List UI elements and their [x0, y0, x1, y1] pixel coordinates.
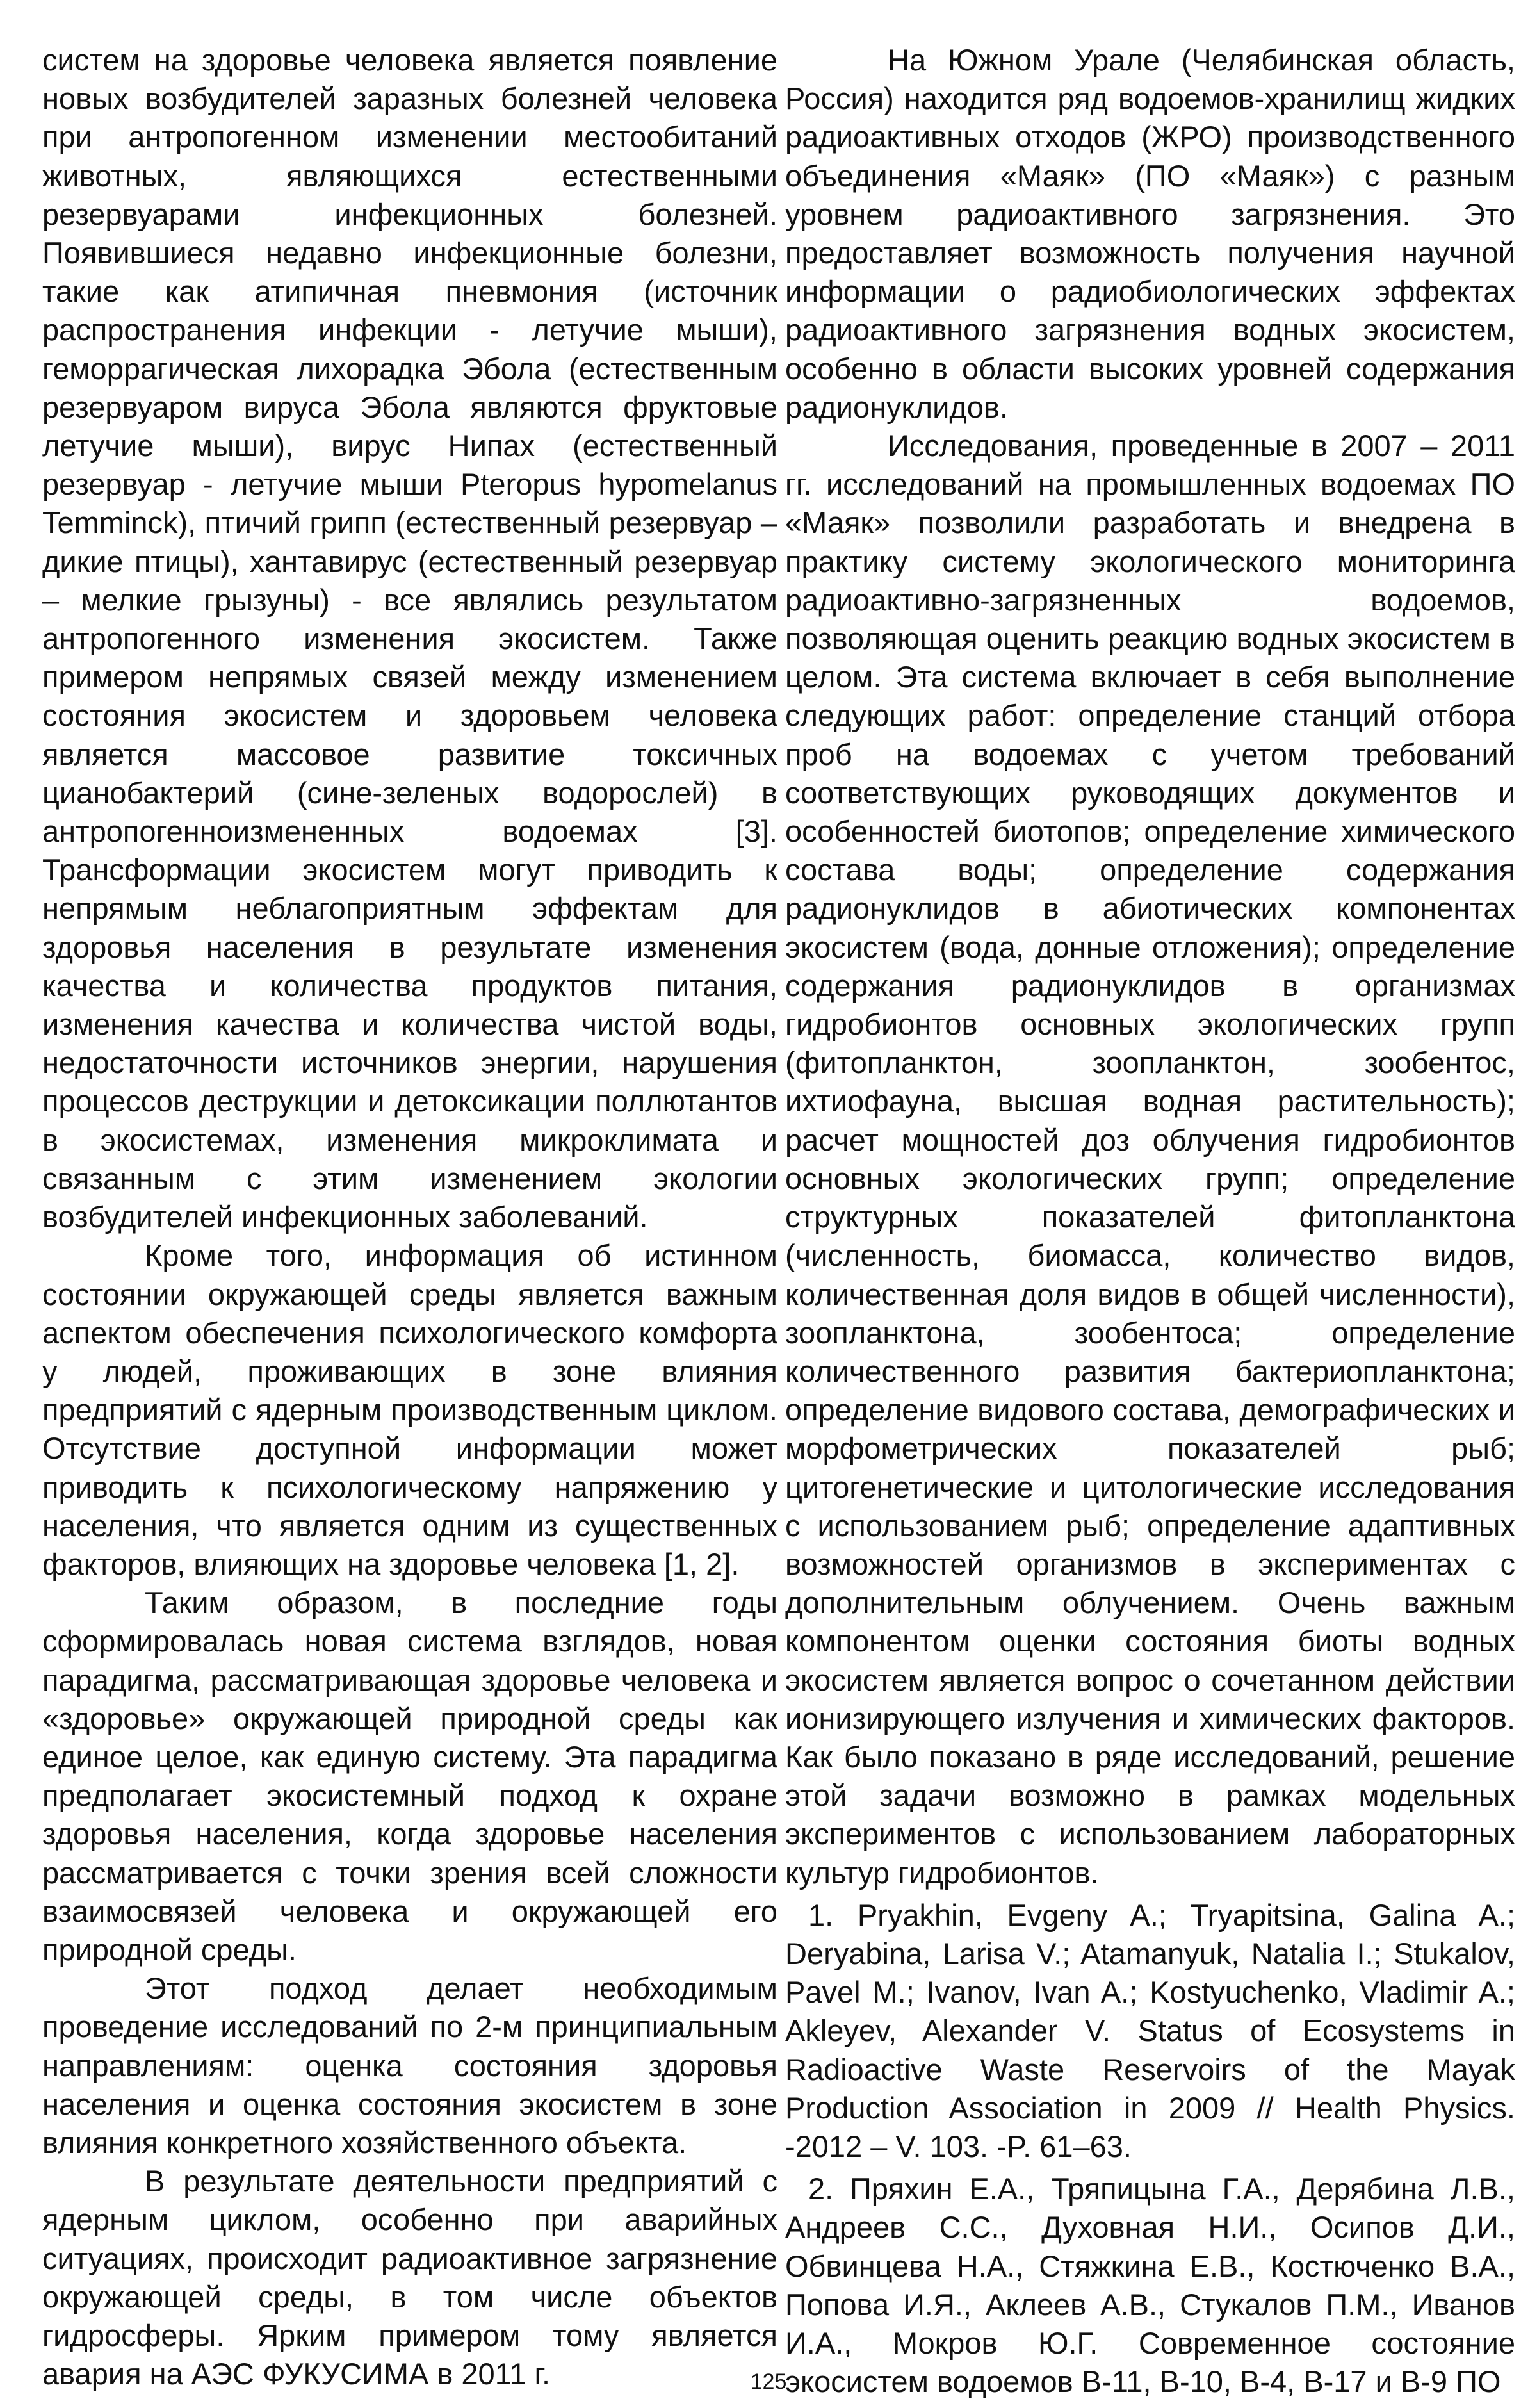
paragraph: Кроме того, информация об истинном состоянии окружающей среды является важным аспектом обеспечения психологического комфорта у людей, проживающих в зоне влияния предприятий с ядерным производственным циклом. Отсутствие доступной информации может приводить к психологическому напряжению у населения, что является одним из существенных факторов, влияющих на здоровье человека [1, 2].	[42, 1238, 777, 1581]
paragraph: На Южном Урале (Челябинская область, Россия) находится ряд водоемов-хранилищ жидких радиоактивных отходов (ЖРО) производственного объединения «Маяк» (ПО «Маяк») с разным уровнем радиоактивного загрязнения. Это предоставляет возможность получения научной информации о радиобиологических эффектах радиоактивного загрязнения водных экосистем, особенно в области высоких уровней содержания радионуклидов.	[785, 43, 1515, 424]
paragraph: Таким образом, в последние годы сформировалась новая система взглядов, новая парадигма, рассматривающая здоровье человека и «здоровье» окружающей природной среды как единое целое, как единую систему. Эта парадигма предполагает экосистемный подход к охране здоровья населения, когда здоровье населения рассматривается с точки зрения всей сложности взаимосвязей человека и окружающей его природной среды.	[42, 1585, 777, 1967]
paragraph: систем на здоровье человека является появление новых возбудителей заразных болезней человека при антропогенном изменении местообитаний животных, являющихся естественными резервуарами инфекционных болезней. Появившиеся недавно инфекционные болезни, такие как атипичная пневмония (источник распространения инфекции - летучие мыши), геморрагическая лихорадка Эбола (естественным резервуаром вируса Эбола являются фруктовые летучие мыши), вирус Нипах (естественный резервуар - летучие мыши Pteropus hypomelanus Temminck), птичий грипп (естественный резервуар – дикие птицы), хантавирус (естественный резервуар – мелкие грызуны) - все являлись результатом антропогенного изменения экосистем. Также примером непрямых связей между изменением состояния экосистем и здоровьем человека является массовое развитие токсичных цианобактерий (сине-зеленых водорослей) в антропогенноизмененных водоемах [3]. Трансформации экосистем могут приводить к непрямым неблагоприятным эффектам для здоровья населения в результате изменения качества и количества продуктов питания, изменения качества и количества чистой воды, недостаточности источников энергии, нарушения процессов деструкции и детоксикации поллютантов в экосистемах, изменения микроклимата и связанным с этим изменением экологии возбудителей инфекционных заболеваний.	[42, 43, 777, 1234]
right-column	[785, 41, 1515, 2401]
reference-item: 2. Пряхин Е.А., Тряпицына Г.А., Дерябина Л.В., Андреев С.С., Духовная Н.И., Осипов Д.И., Обвинцева Н.А., Стяжкина Е.В., Костюченко В.А., Попова И.Я., Аклеев А.В., Стукалов П.М., Иванов И.А., Мокров Ю.Г. Современное состояние экосистем водоемов В-11, В-10, В-4, В-17 и В-9 ПО	[785, 2172, 1515, 2399]
left-column	[42, 41, 777, 2393]
paragraph: Этот подход делает необходимым проведение исследований по 2-м принципиальным направлениям: оценка состояния здоровья населения и оценка состояния экосистем в зоне влияния конкретного хозяйственного объекта.	[42, 1971, 777, 2159]
paragraph: Исследования, проведенные в 2007 – 2011 гг. исследований на промышленных водоемах ПО «Маяк» позволили разработать и внедрена в практику систему экологического мониторинга радиоактивно-загрязненных водоемов, позволяющая оценить реакцию водных экосистем в целом. Эта система включает в себя выполнение следующих работ: определение станций отбора проб на водоемах с учетом требований соответствующих руководящих документов и особенностей биотопов; определение химического состава воды; определение содержания радионуклидов в абиотических компонентах экосистем (вода, донные отложения); определение содержания радионуклидов в организмах гидробионтов основных экологических групп (фитопланктон, зоопланктон, зообентос, ихтиофауна, высшая водная растительность); расчет мощностей доз облучения гидробионтов основных экологических групп; определение структурных показателей фитопланктона (численность, биомасса, количество видов, количественная доля видов в общей численности), зоопланктона, зообентоса; определение количественного развития бактериопланктона; определение видового состава, демографических и морфометрических показателей рыб; цитогенетические и цитологические исследования с использованием рыб; определение адаптивных возможностей организмов в экспериментах с дополнительным облучением. Очень важным компонентом оценки состояния биоты водных экосистем является вопрос о сочетанном действии ионизирующего излучения и химических факторов. Как было показано в ряде исследований, решение этой задачи возможно в рамках модельных экспериментов с использованием лабораторных культур гидробионтов.	[785, 429, 1515, 1890]
page-number: 125	[750, 2370, 787, 2394]
paragraph: В результате деятельности предприятий с ядерным циклом, особенно при аварийных ситуациях, происходит радиоактивное загрязнение окружающей среды, в том числе объектов гидросферы. Ярким примером тому является авария на АЭС ФУКУСИМА в 2011 г.	[42, 2164, 777, 2391]
reference-item: 1. Pryakhin, Evgeny A.; Tryapitsina, Galina A.; Deryabina, Larisa V.; Atamanyuk, Natalia I.; Stukalov, Pavel M.; Ivanov, Ivan A.; Kostyuchenko, Vladimir A.; Akleyev, Alexander V. Status of Ecosystems in Radioactive Waste Reservoirs of the Mayak Production Association in 2009 // Health Physics. -2012 – V. 103. -P. 61–63.	[785, 1897, 1515, 2163]
